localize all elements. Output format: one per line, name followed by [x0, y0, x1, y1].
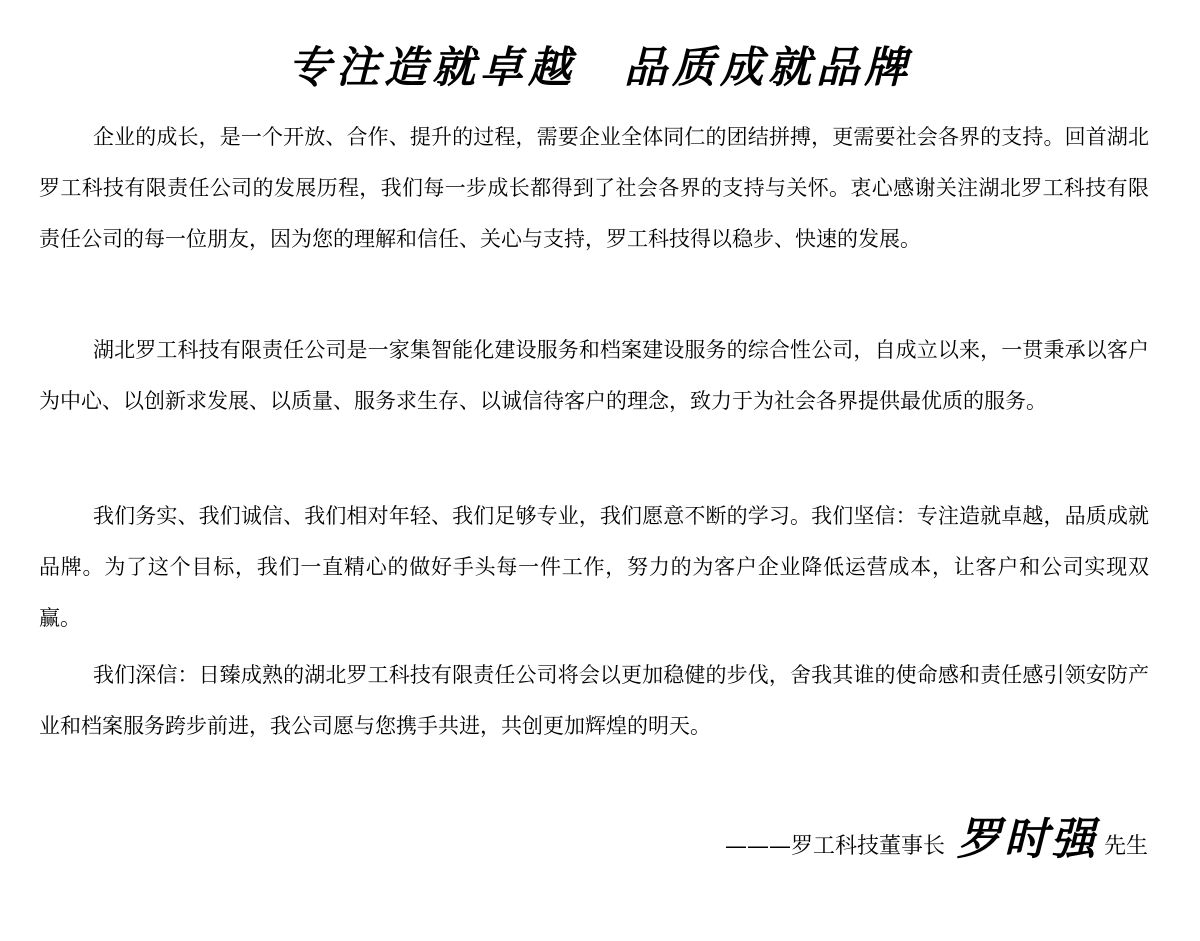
- paragraph-company-profile: 湖北罗工科技有限责任公司是一家集智能化建设服务和档案建设服务的综合性公司，自成立以来，一贯秉承以客户为中心、以创新求发展、以质量、服务求生存、以诚信待客户的理念，致力于为社会各界提供最优质的服务。: [39, 338, 1149, 413]
- paragraph-growth: 企业的成长，是一个开放、合作、提升的过程，需要企业全体同仁的团结拼搏，更需要社会各界的支持。回首湖北罗工科技有限责任公司的发展历程，我们每一步成长都得到了社会各界的支持与关怀。衷心感谢关注湖北罗工科技有限责任公司的每一位朋友，因为您的理解和信任、关心与支持，罗工科技得以稳步、快速的发展。: [39, 125, 1149, 251]
- signature-title: ———罗工科技董事长: [724, 834, 945, 859]
- signature-honorific: 先生: [1103, 834, 1148, 859]
- paragraph-values: 我们务实、我们诚信、我们相对年轻、我们足够专业，我们愿意不断的学习。我们坚信：专注造就卓越，品质成就品牌。为了这个目标，我们一直精心的做好手头每一件工作，努力的为客户企业降低运营成本，让客户和公司实现双赢。: [39, 504, 1149, 630]
- signature-name: 罗时强: [956, 814, 1098, 865]
- paragraph-future: 我们深信：日臻成熟的湖北罗工科技有限责任公司将会以更加稳健的步伐，舍我其谁的使命感和责任感引领安防产业和档案服务跨步前进，我公司愿与您携手共进，共创更加辉煌的明天。: [39, 663, 1149, 738]
- page-title: 专注造就卓越 品质成就品牌: [288, 43, 912, 93]
- signature: [725, 808, 1148, 868]
